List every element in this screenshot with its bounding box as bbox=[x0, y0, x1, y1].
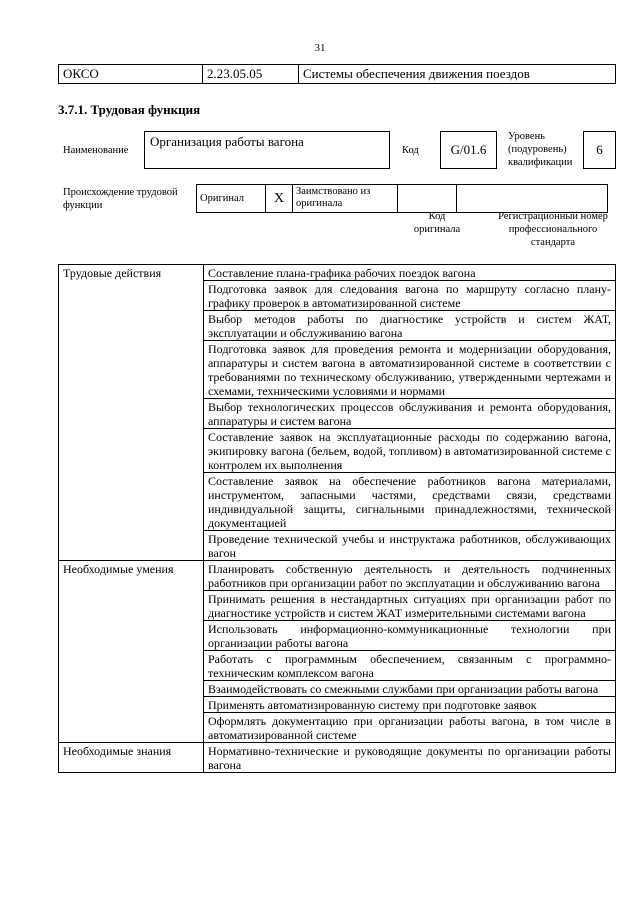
item-cell: Составление заявок на обеспечение работников вагона материалами, инструментом, запасными частями, средствами связи, средствами индивидуальной защиты, сигнальными принадлежностями, технической документацией bbox=[204, 473, 616, 531]
caption-line: стандарта bbox=[530, 237, 576, 248]
caption-line: профессионального bbox=[508, 224, 598, 235]
borrowed-label-line: Заимствовано из bbox=[296, 186, 371, 197]
origin-label-line: функции bbox=[63, 200, 103, 211]
origin-row bbox=[197, 185, 608, 213]
item-cell: Выбор методов работы по диагностике устройств и систем ЖАТ, эксплуатации и обслуживанию вагона bbox=[204, 311, 616, 341]
registration-number-cell bbox=[457, 185, 608, 213]
original-mark: X bbox=[266, 185, 293, 213]
qualification-level-field: 6 bbox=[583, 131, 616, 169]
item-cell: Принимать решения в нестандартных ситуациях при организации работ по диагностике устройств и систем ЖАТ измерительными системами вагона bbox=[204, 591, 616, 621]
caption-line: Регистрационный номер bbox=[498, 211, 608, 222]
level-label bbox=[508, 130, 572, 169]
origin-label bbox=[63, 186, 178, 212]
name-label: Наименование bbox=[63, 145, 129, 156]
level-label-line: квалификации bbox=[508, 157, 573, 168]
item-cell: Составление заявок на эксплуатационные расходы по содержанию вагона, экипировку вагона (бельем, водой, топливом) в автоматизированной системе с контролем их выполнения bbox=[204, 429, 616, 473]
registration-number-caption bbox=[478, 210, 628, 249]
original-code-cell bbox=[398, 185, 457, 213]
caption-line: оригинала bbox=[413, 224, 461, 235]
item-cell: Выбор технологических процессов обслуживания и ремонта оборудования, аппаратуры и систем вагона bbox=[204, 399, 616, 429]
okso-table bbox=[58, 64, 616, 84]
item-cell: Проведение технической учебы и инструктажа работников, обслуживающих вагон bbox=[204, 531, 616, 561]
okso-label: ОКСО bbox=[59, 65, 203, 84]
category-cell: Необходимые знания bbox=[59, 743, 204, 773]
section-title: 3.7.1. Трудовая функция bbox=[58, 102, 201, 117]
borrowed-label bbox=[293, 185, 398, 213]
item-cell: Работать с программным обеспечением, связанным с программно-техническим комплексом вагона bbox=[204, 651, 616, 681]
function-code-field: G/01.6 bbox=[440, 131, 497, 169]
origin-table bbox=[196, 184, 608, 213]
page-number: 31 bbox=[314, 42, 326, 54]
origin-label-line: Происхождение трудовой bbox=[63, 187, 178, 198]
okso-name: Системы обеспечения движения поездов bbox=[299, 65, 616, 84]
item-cell: Оформлять документацию при организации работы вагона, в том числе в автоматизированной системе bbox=[204, 713, 616, 743]
item-cell: Подготовка заявок для проведения ремонта и модернизации оборудования, аппаратуры и систем вагона в автоматизированной системе в соответствии с требованиями по техническому обслуживанию, утвержденными чертежами и схемами, техническими условиями и нормами bbox=[204, 341, 616, 399]
okso-row bbox=[59, 65, 616, 84]
level-label-line: Уровень bbox=[508, 131, 545, 142]
item-cell: Применять автоматизированную систему при подготовке заявок bbox=[204, 697, 616, 713]
original-code-caption bbox=[407, 210, 467, 236]
okso-code: 2.23.05.05 bbox=[203, 65, 299, 84]
category-cell: Необходимые умения bbox=[59, 561, 204, 743]
level-label-line: (подуровень) bbox=[508, 144, 567, 155]
category-cell: Трудовые действия bbox=[59, 265, 204, 561]
item-cell: Использовать информационно-коммуникационные технологии при организации работы вагона bbox=[204, 621, 616, 651]
item-cell: Нормативно-технические и руководящие документы по организации работы вагона bbox=[204, 743, 616, 773]
function-name-field: Организация работы вагона bbox=[144, 131, 390, 169]
item-cell: Подготовка заявок для следования вагона по маршруту согласно плану-графику проверок в автоматизированной системе bbox=[204, 281, 616, 311]
item-cell: Составление плана-графика рабочих поездок вагона bbox=[204, 265, 616, 281]
caption-line: Код bbox=[428, 211, 446, 222]
item-cell: Планировать собственную деятельность и деятельность подчиненных работников при организации работ по эксплуатации и обслуживанию вагона bbox=[204, 561, 616, 591]
code-label: Код bbox=[402, 145, 419, 156]
table-row bbox=[59, 743, 616, 773]
table-row bbox=[59, 561, 616, 591]
original-label: Оригинал bbox=[197, 185, 266, 213]
item-cell: Взаимодействовать со смежными службами при организации работы вагона bbox=[204, 681, 616, 697]
function-details-table bbox=[58, 264, 616, 773]
table-row bbox=[59, 265, 616, 281]
borrowed-label-line: оригинала bbox=[296, 198, 343, 209]
